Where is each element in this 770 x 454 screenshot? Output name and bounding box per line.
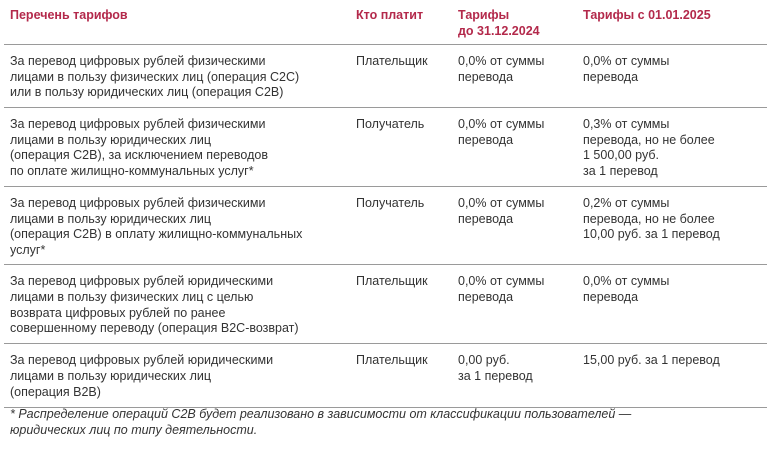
table-row [4,265,767,344]
header-tariffs-until-2024: Тарифы до 31.12.2024 [458,8,540,38]
cell-tariff-after: 0,0% от суммы перевода [577,45,767,108]
cell-tariff-after: 0,0% от суммы перевода [577,265,767,344]
cell-tariff-before: 0,0% от суммы перевода [452,186,577,264]
cell-tariff-before: 0,0% от суммы перевода [452,265,577,344]
header-tariff-list: Перечень тарифов [10,8,128,22]
cell-tariff-before: 0,0% от суммы перевода [452,107,577,186]
cell-tariff-after: 15,00 руб. за 1 перевод [577,344,767,408]
cell-description: За перевод цифровых рублей физическими лицами в пользу юридических лиц (операция C2B), за исключением переводов по оплате жилищно-коммунальных услуг* [4,107,350,186]
cell-description: За перевод цифровых рублей юридическими лицами в пользу юридических лиц (операция B2B) [4,344,350,408]
cell-tariff-before: 0,00 руб. за 1 перевод [452,344,577,408]
cell-tariff-after: 0,2% от суммы перевода, но не более 10,00 руб. за 1 перевод [577,186,767,264]
header-who-pays: Кто платит [356,8,424,22]
cell-payer: Плательщик [350,265,452,344]
tariff-table [4,0,767,408]
table-row [4,107,767,186]
cell-payer: Получатель [350,186,452,264]
cell-payer: Получатель [350,107,452,186]
cell-description: За перевод цифровых рублей физическими лицами в пользу юридических лиц (операция C2B) в оплату жилищно-коммунальных услуг* [4,186,350,264]
table-row [4,45,767,108]
cell-tariff-before: 0,0% от суммы перевода [452,45,577,108]
cell-tariff-after: 0,3% от суммы перевода, но не более 1 500,00 руб. за 1 перевод [577,107,767,186]
header-tariffs-from-2025: Тарифы с 01.01.2025 [583,8,711,22]
table-header-row [4,0,767,45]
cell-description: За перевод цифровых рублей физическими лицами в пользу физических лиц (операция C2C) или в пользу юридических лиц (операция C2B) [4,45,350,108]
table-row [4,186,767,264]
table-row [4,344,767,408]
cell-description: За перевод цифровых рублей юридическими лицами в пользу физических лиц с целью возврата цифровых рублей по ранее совершенному переводу (операция B2C-возврат) [4,265,350,344]
cell-payer: Плательщик [350,344,452,408]
cell-payer: Плательщик [350,45,452,108]
footnote: * Распределение операций C2B будет реализовано в зависимости от классификации пользователей — юридических лиц по типу деятельности. [10,407,632,437]
